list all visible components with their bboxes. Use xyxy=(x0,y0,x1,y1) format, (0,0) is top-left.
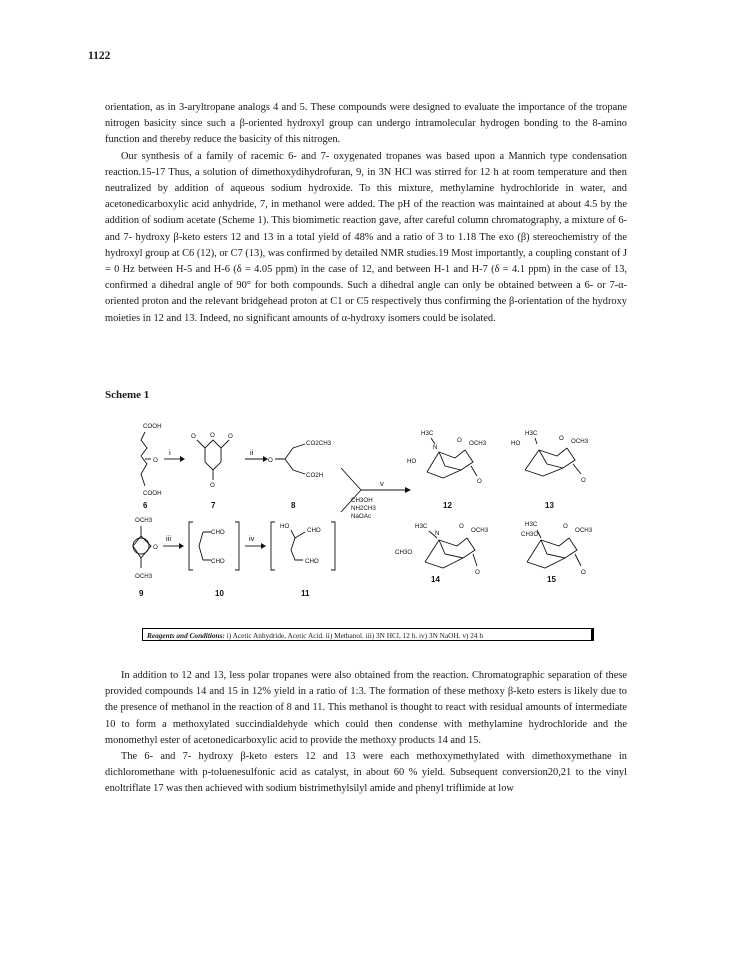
anhydride-o-left: O xyxy=(191,433,196,440)
compound-13-structure xyxy=(511,430,589,484)
compound-6-structure xyxy=(141,423,162,497)
h3c-15: H3C xyxy=(525,521,538,528)
o-15: O xyxy=(563,523,568,530)
co2ch3-label: CO2CH3 xyxy=(306,440,332,447)
paragraph-4: The 6- and 7- hydroxy β-keto esters 12 and 13 were each methoxymethylated with dimethoxymethane in dichloromethane with p-toluenesulfonic acid as catalyst, in about 60 % yield. Subsequent conversion20,21 to the vinyl enoltriflate 17 was then achieved with sodium bistrimethylsilyl amide and phenyl triflimide at low xyxy=(105,751,627,795)
compound-7-structure xyxy=(191,432,233,489)
ch3o-14: CH3O xyxy=(395,549,413,556)
keto-o-14: O xyxy=(475,569,480,576)
h3c-13: H3C xyxy=(525,430,538,437)
co2h-label: CO2H xyxy=(306,472,324,479)
arrow-i-label: i xyxy=(169,448,171,457)
compound-8-structure xyxy=(268,440,332,479)
och3-13: OCH3 xyxy=(571,438,589,445)
label-12: 12 xyxy=(443,501,452,510)
compound-9-structure xyxy=(133,517,158,580)
och3-15: OCH3 xyxy=(575,527,593,534)
label-13: 13 xyxy=(545,501,554,510)
label-9: 9 xyxy=(139,589,144,598)
paragraph-2: Our synthesis of a family of racemic 6- and 7- oxygenated tropanes was based upon a Mannich type condensation reaction.15-17 Thus, a solution of dimethoxydihydrofuran, 9, in 3N HCl was stirred for 12 h at room temperature and then neutralized by addition of aqueous sodium hydroxide. To this mixture, methylamine hydrochloride in water, and acetonedicarboxylic acid anhydride, 7, in methanol were added. The pH of the reaction was maintained at about 4.5 by the addition of sodium acetate (Scheme 1). This biomimetic reaction gave, after careful column chromatography, a mixture of 6- and 7- hydroxy β-keto esters 12 and 13 in a total yield of 48% and a ratio of 3 to 1.18 The exo (β) stereochemistry of the hydroxyl group at C6 (12), or C7 (13), was confirmed by detailed NMR studies.19 Most importantly, a coupling constant of J = 0 Hz between H-5 and H-6 (δ = 4.05 ppm) in the case of 12, and between H-1 and H-7 (δ = 4.1 ppm) in the case of 13, confirmed a dihedral angle of 90° for both compounds. Such a dihedral angle can only be obtained between a 6- or 7-α-oriented proton and the relevant bridgehead proton at C1 or C5 respectively thus confirming the β-orientation of the hydroxy moieties in 12 and 13. Indeed, no significant amounts of α-hydroxy isomers could be isolated. xyxy=(105,150,627,324)
label-15: 15 xyxy=(547,575,556,584)
label-8: 8 xyxy=(291,501,296,510)
label-10: 10 xyxy=(215,589,224,598)
reagents-caption xyxy=(142,628,594,641)
arrow-iv-label: iv xyxy=(249,534,255,543)
cho-bottom-11: CHO xyxy=(305,558,319,565)
och3-bottom-9: OCH3 xyxy=(135,573,153,580)
caption-lead: Reagents and Conditions: xyxy=(147,631,225,640)
cooh-bottom-label: COOH xyxy=(143,490,162,497)
cho-top-10: CHO xyxy=(211,529,225,536)
reagent-naoac: NaOAc xyxy=(351,513,371,520)
ho-13: HO xyxy=(511,440,521,447)
arrow-i xyxy=(164,448,185,462)
reagent-methylamine: NH2CH3 xyxy=(351,505,376,512)
keto-o-12: O xyxy=(477,478,482,485)
keto-o-label: O xyxy=(153,457,158,464)
anhydride-o-right: O xyxy=(228,433,233,440)
compound-14-structure xyxy=(395,523,489,576)
keto-o-15: O xyxy=(581,569,586,576)
compound-11-structure xyxy=(271,522,335,570)
o-12: O xyxy=(457,437,462,444)
anhydride-o-mid: O xyxy=(210,432,215,439)
caption-text: i) Acetic Anhydride, Acetic Acid. ii) Methanol. iii) 3N HCl, 12 h. iv) 3N NaOH. v) 24 h xyxy=(226,631,484,640)
och3-12: OCH3 xyxy=(469,440,487,447)
body-text-bottom xyxy=(105,668,627,798)
arrow-iv xyxy=(245,534,266,549)
arrow-ii xyxy=(245,448,268,462)
h3c-12: H3C xyxy=(421,430,434,437)
och3-top-9: OCH3 xyxy=(135,517,153,524)
compound-10-structure xyxy=(189,522,239,570)
ho-12: HO xyxy=(407,458,417,465)
n-12: N xyxy=(433,444,438,451)
anhydride-keto-o: O xyxy=(210,482,215,489)
paragraph-1: orientation, as in 3-aryltropane analogs 4 and 5. These compounds were designed to evaluate the importance of the tropane nitrogen basicity since such a β-oriented hydroxyl group can undergo intramolecular hydrogen bonding to the 8-amino function and thereby reduce the basicity of this nitrogen. xyxy=(105,102,627,146)
cho-top-11: CHO xyxy=(307,527,321,534)
n-14: N xyxy=(435,530,440,537)
label-7: 7 xyxy=(211,501,216,510)
arrow-iii-label: iii xyxy=(166,534,171,543)
body-text-top xyxy=(105,100,627,327)
arrow-v xyxy=(341,468,411,520)
ch3o-15: CH3O xyxy=(521,531,539,538)
cooh-top-label: COOH xyxy=(143,423,162,430)
reagent-methanol: CH3OH xyxy=(351,497,373,504)
paragraph-3: In addition to 12 and 13, less polar tropanes were also obtained from the reaction. Chromatographic separation of these provided compounds 14 and 15 in 12% yield in a ratio of 1:3. The formation of these methoxy β-keto esters is likely due to the presence of methanol in the reaction of 8 and 11. This methanol is thought to react with residual amounts of intermediate 10 to form a methoxylated succindialdehyde which could then condense with methylamine hydrochloride and the monomethyl ester of acetonedicarboxylic acid to provide the methoxy products 14 and 15. xyxy=(105,670,627,746)
label-14: 14 xyxy=(431,575,440,584)
label-11: 11 xyxy=(301,589,310,598)
och3-14: OCH3 xyxy=(471,527,489,534)
o-14: O xyxy=(459,523,464,530)
cho-bottom-10: CHO xyxy=(211,558,225,565)
arrow-ii-label: ii xyxy=(250,448,254,457)
o-13: O xyxy=(559,435,564,442)
ho-11: HO xyxy=(280,523,290,530)
compound-15-structure xyxy=(521,521,593,576)
furan-o: O xyxy=(153,544,158,551)
arrow-v-label: v xyxy=(380,479,384,488)
compound-12-structure xyxy=(407,430,487,485)
scheme-title: Scheme 1 xyxy=(105,389,150,401)
label-6: 6 xyxy=(143,501,148,510)
page-number: 1122 xyxy=(88,50,111,62)
h3c-14: H3C xyxy=(415,523,428,530)
arrow-iii xyxy=(163,534,184,549)
reaction-scheme xyxy=(105,418,627,644)
keto-o-13: O xyxy=(581,477,586,484)
keto-o-8: O xyxy=(268,457,273,464)
